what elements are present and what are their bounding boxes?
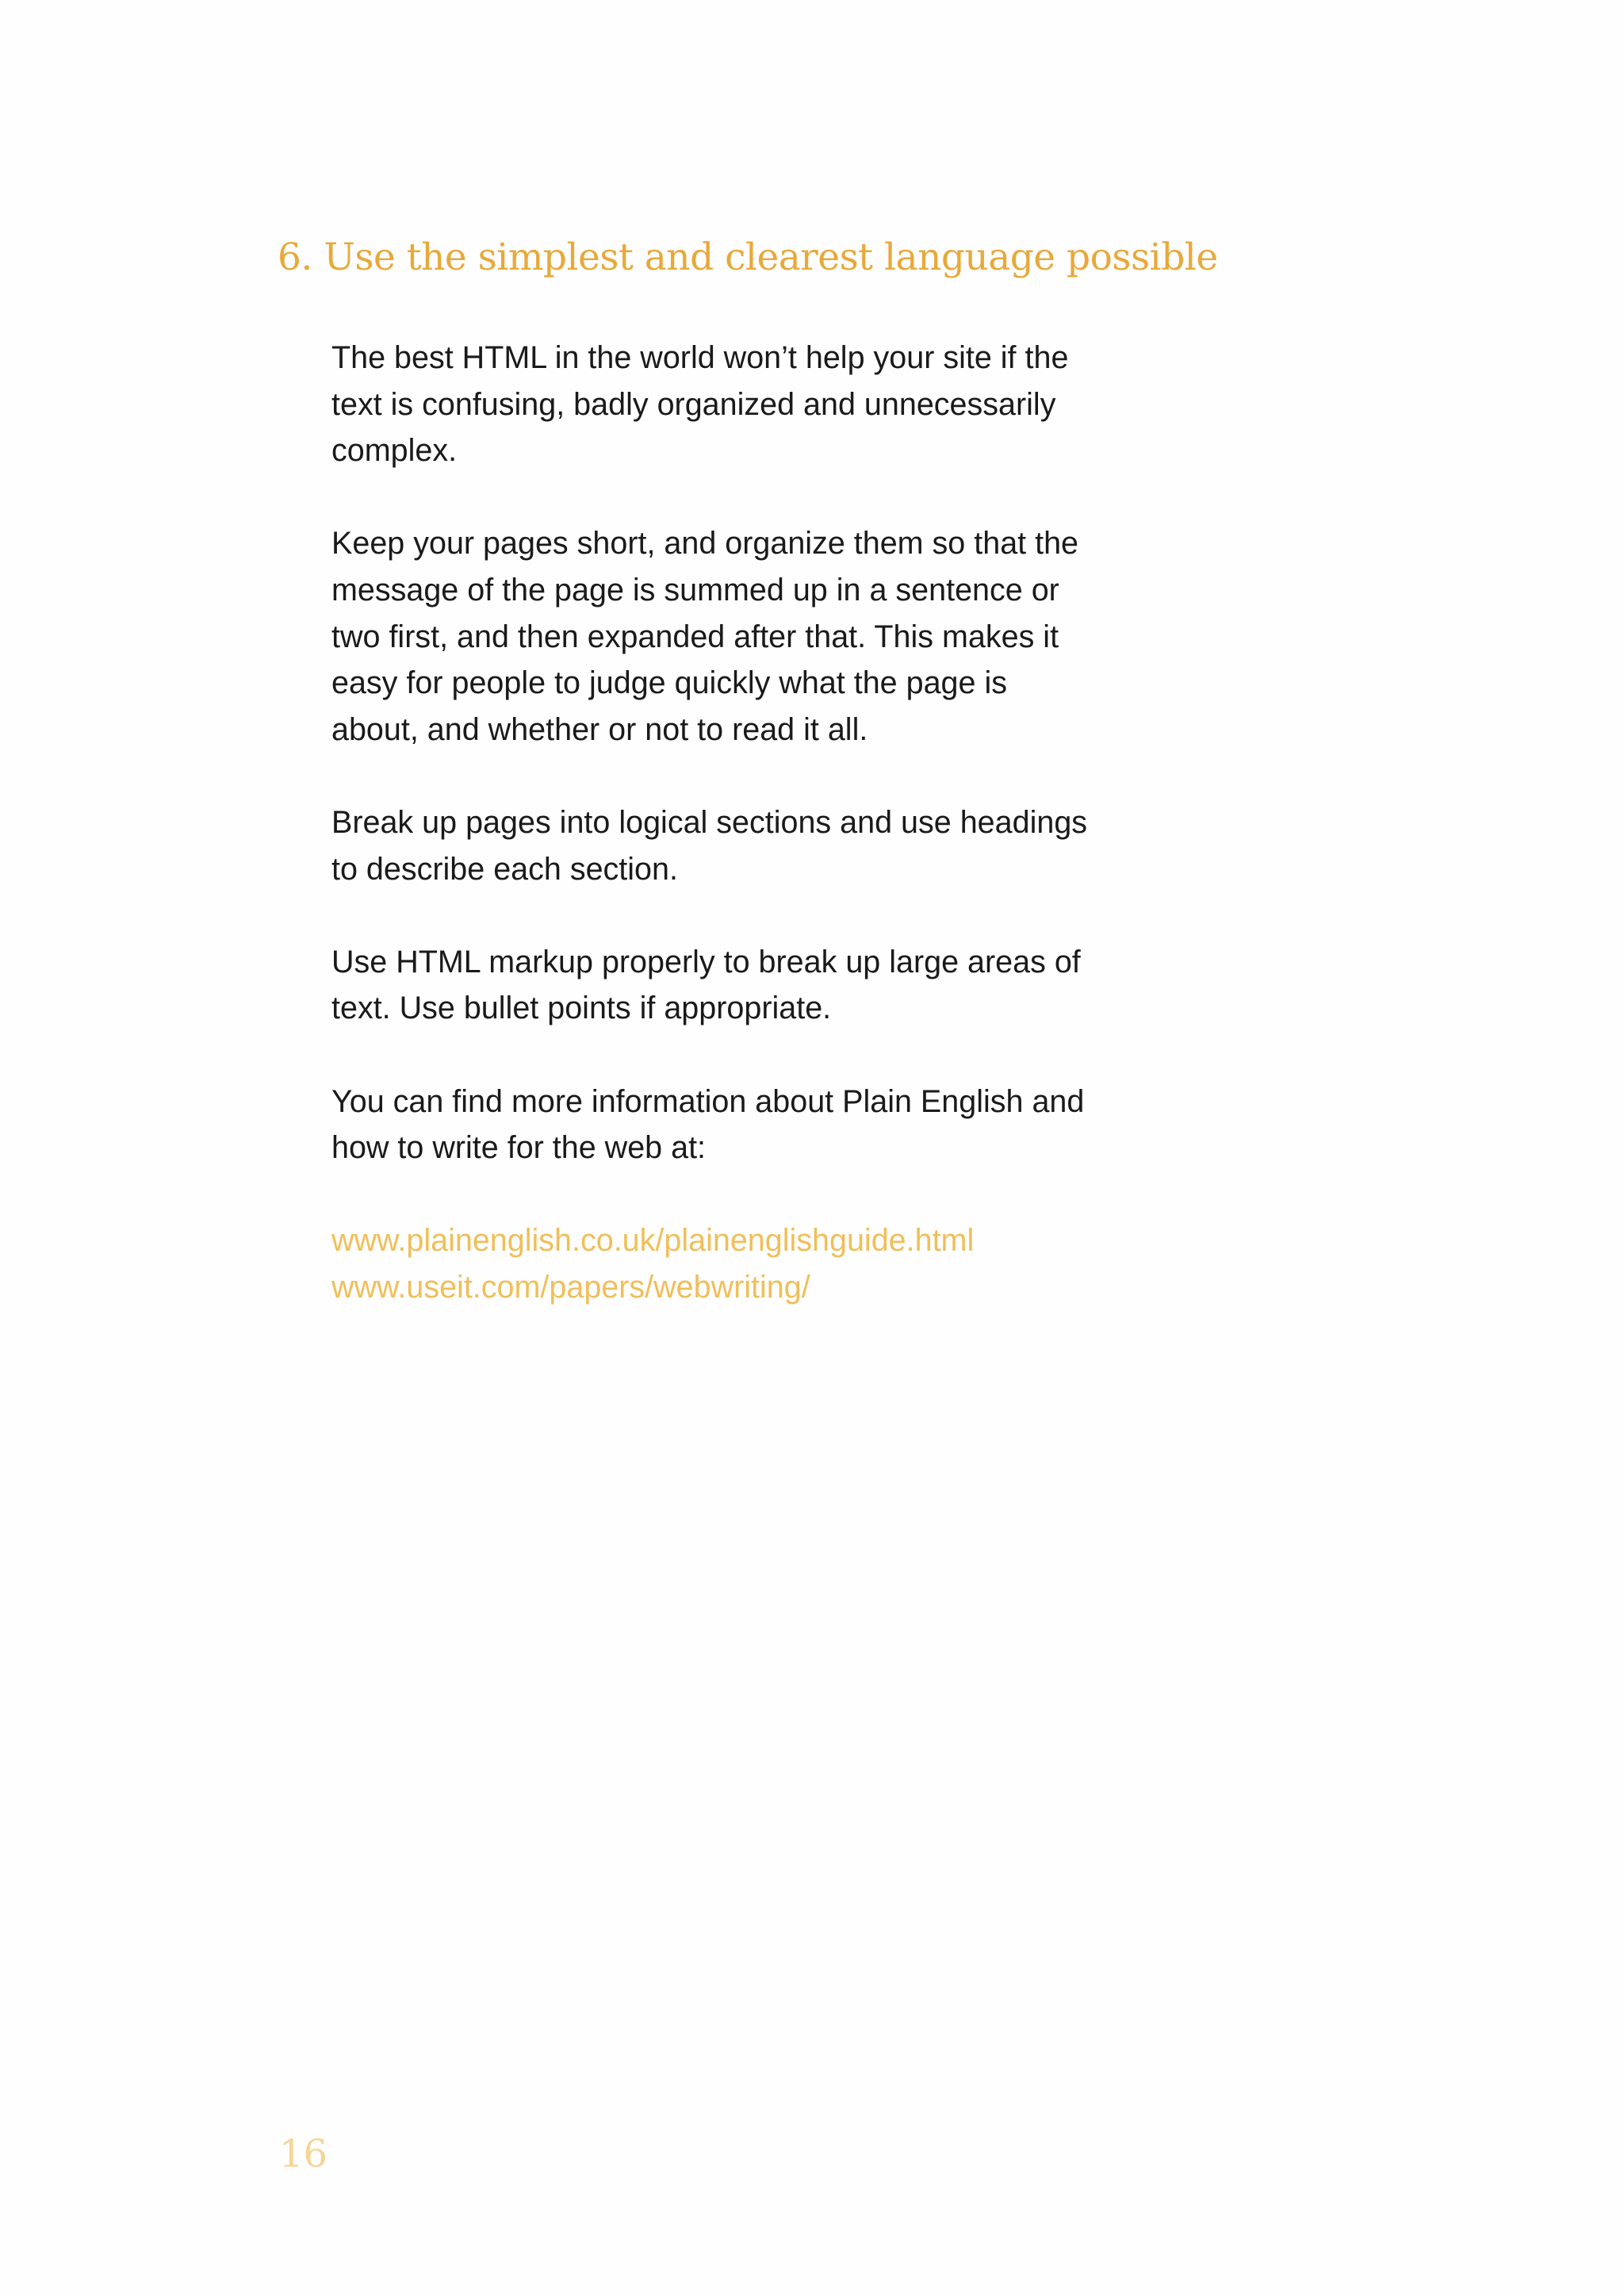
reference-links [331, 1217, 1093, 1310]
link-useit-webwriting[interactable]: www.useit.com/papers/webwriting/ [331, 1269, 810, 1305]
section-heading: 6. Use the simplest and clearest language possible [278, 236, 1218, 279]
paragraph-sections: Break up pages into logical sections and use headings to describe each section. [331, 804, 1088, 887]
paragraph-markup: Use HTML markup properly to break up large areas of text. Use bullet points if appropriate. [331, 944, 1081, 1026]
paragraph-short-pages: Keep your pages short, and organize them so that the message of the page is summed up in a sentence or two first, and then expanded after that. This makes it easy for people to judge quickly what the page is about, and whether or not to read it all. [331, 526, 1079, 747]
paragraph-more-info: You can find more information about Plain English and how to write for the web at: [331, 1083, 1085, 1166]
section-body [331, 335, 1093, 1310]
paragraph-intro: The best HTML in the world won’t help your site if the text is confusing, badly organized and unnecessarily complex. [331, 340, 1069, 469]
link-plainenglish-guide[interactable]: www.plainenglish.co.uk/plainenglishguide.html [331, 1223, 975, 1259]
page-number: 16 [279, 2132, 328, 2176]
